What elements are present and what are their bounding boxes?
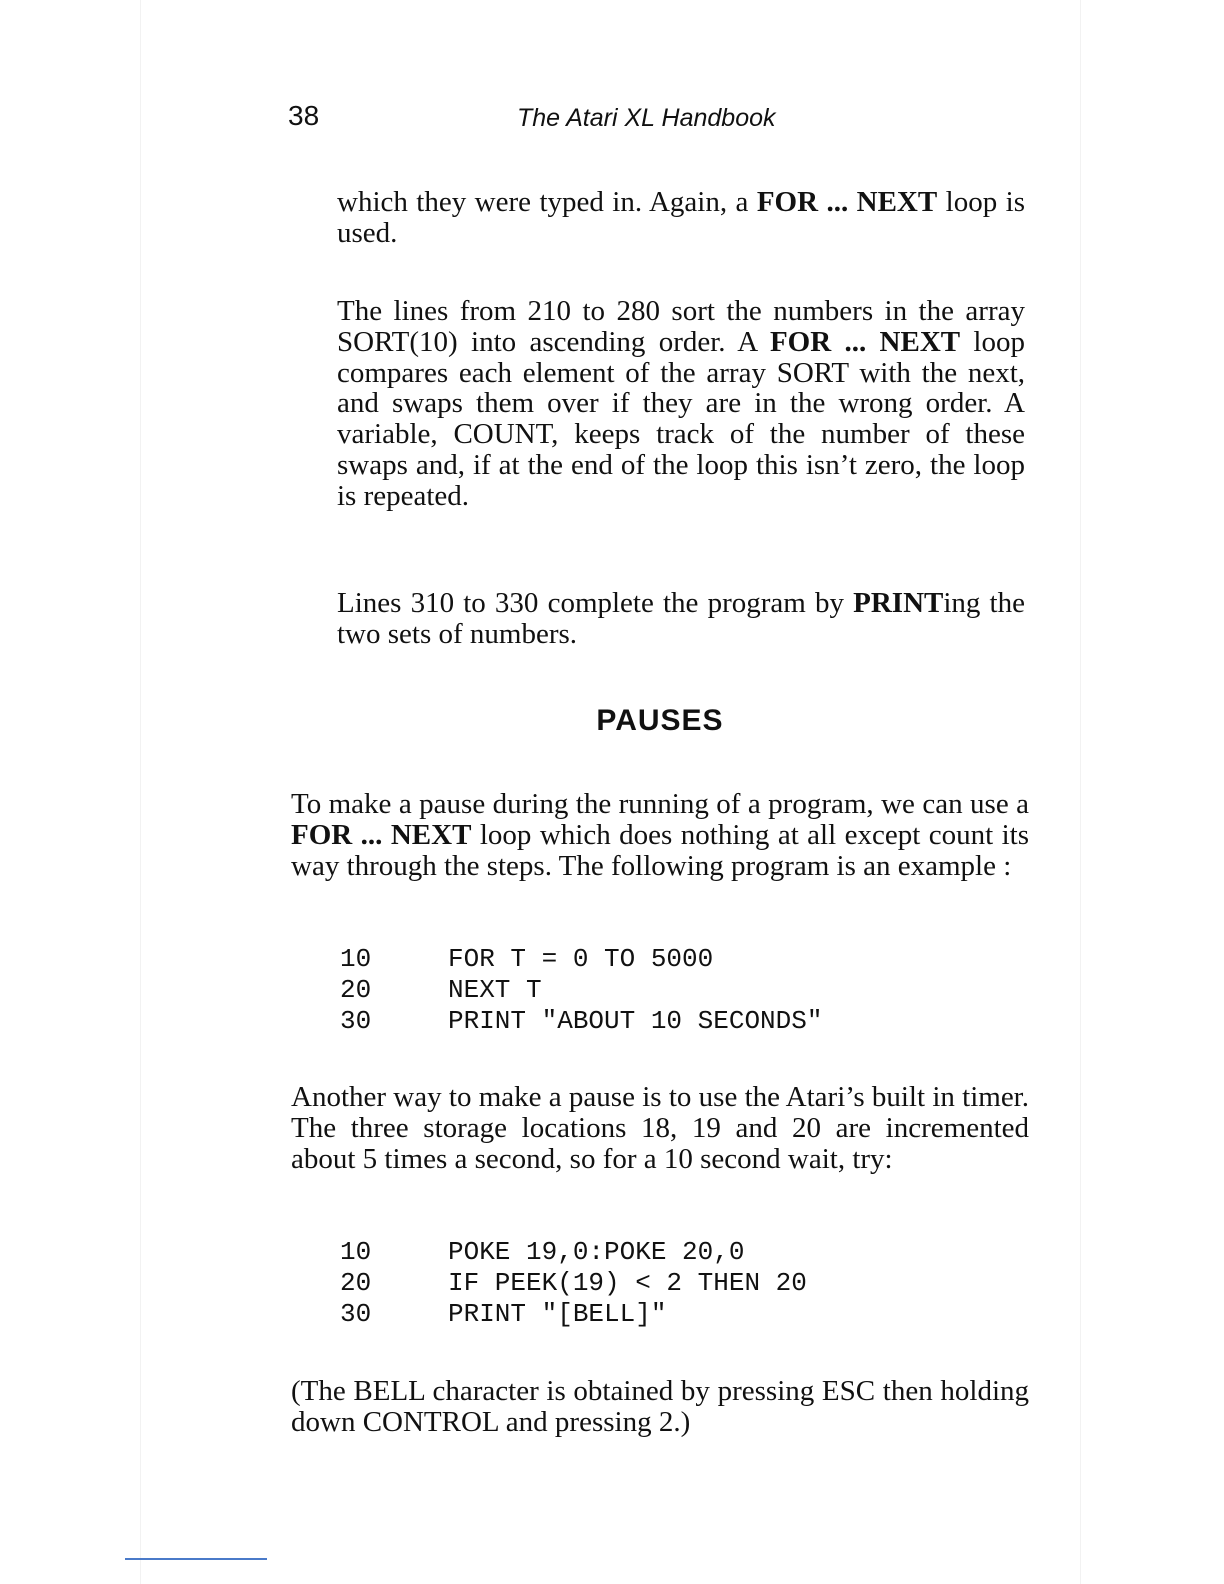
paragraph-sort-explanation — [337, 296, 1025, 512]
code-line — [340, 1268, 807, 1299]
code-line — [340, 1299, 807, 1330]
keyword-for-next: FOR ... NEXT — [756, 186, 938, 218]
code-listing-for-next-pause — [340, 944, 822, 1037]
code-line — [340, 1237, 807, 1268]
line-number: 20 — [340, 975, 372, 1005]
line-number: 30 — [340, 1299, 372, 1329]
paragraph-text: which they were typed in. Again, a — [337, 186, 757, 218]
code-statement: NEXT T — [448, 975, 542, 1005]
code-statement: FOR T = 0 TO 5000 — [448, 944, 714, 974]
paragraph-bell-note — [291, 1376, 1029, 1438]
keyword-for-next: FOR ... NEXT — [769, 325, 961, 358]
paragraph-text: Lines 310 to 330 complete the program by — [337, 587, 854, 619]
page-edge-left — [140, 0, 141, 1584]
section-heading-pauses: PAUSES — [596, 704, 724, 737]
paragraph-text: loop compares each element of the array SORT with the next, and swaps them over if they are in the wrong order. A variable, COUNT, keeps track of the number of these swaps and, if at the end of the loop this isn’t zero, the loop is repeated. — [337, 325, 1025, 512]
page-edge-right — [1080, 0, 1081, 1584]
line-number: 20 — [340, 1268, 372, 1298]
running-title: The Atari XL Handbook — [517, 104, 776, 132]
paragraph-loop-intro — [337, 187, 1025, 249]
paragraph-timer-explanation — [291, 1082, 1029, 1174]
paragraph-text: loop is used. — [337, 186, 1025, 249]
code-listing-timer-pause — [340, 1237, 807, 1330]
code-statement: PRINT "ABOUT 10 SECONDS" — [448, 1006, 823, 1036]
code-statement: IF PEEK(19) < 2 THEN 20 — [448, 1268, 807, 1298]
code-statement: PRINT "[BELL]" — [448, 1299, 667, 1329]
line-number: 10 — [340, 1237, 372, 1267]
code-line — [340, 975, 822, 1006]
page-header — [0, 100, 1224, 140]
paragraph-print-explanation — [337, 588, 1025, 650]
paragraph-text: To make a pause during the running of a program, we can use a — [291, 788, 1029, 820]
code-statement: POKE 19,0:POKE 20,0 — [448, 1237, 745, 1267]
keyword-for-next: FOR ... NEXT — [291, 818, 472, 851]
paragraph-text: The lines from 210 to 280 sort the numbers in the array SORT(10) into ascending order. A — [337, 295, 1025, 358]
code-line — [340, 944, 822, 975]
line-number: 30 — [340, 1006, 372, 1036]
code-line — [340, 1006, 822, 1037]
page-number: 38 — [288, 100, 320, 131]
line-number: 10 — [340, 944, 372, 974]
paragraph-text: (The BELL character is obtained by pressing ESC then holding down CONTROL and pressing 2.) — [291, 1375, 1029, 1438]
footer-rule — [125, 1558, 267, 1560]
paragraph-pause-intro — [291, 789, 1029, 881]
paragraph-text: ing the two sets of numbers. — [337, 587, 1025, 650]
paragraph-text: Another way to make a pause is to use the Atari’s built in timer. The three storage locations 18, 19 and 20 are incremented about 5 times a second, so for a 10 second wait, try: — [291, 1081, 1029, 1175]
keyword-print: PRINT — [853, 587, 944, 619]
paragraph-text: loop which does nothing at all except count its way through the steps. The following program is an example : — [291, 818, 1029, 882]
